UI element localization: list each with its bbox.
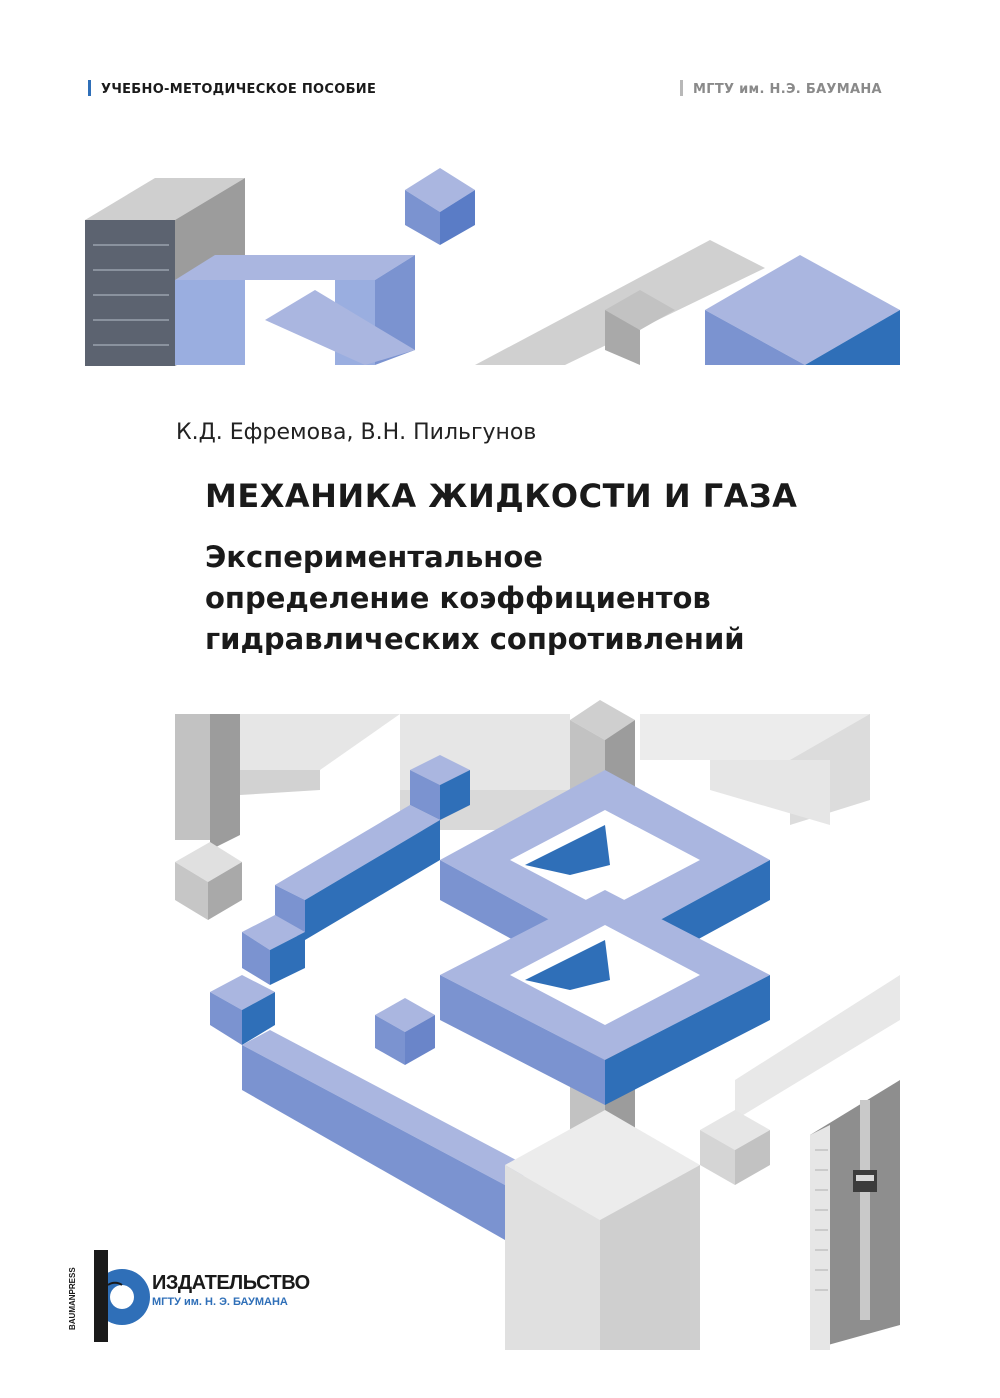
subtitle-line: Экспериментальное [205, 540, 543, 574]
publisher-university: МГТУ им. Н. Э. БАУМАНА [152, 1296, 288, 1308]
bottom-isometric-illustration [170, 700, 910, 1350]
series-label [88, 80, 376, 97]
publisher-name: ИЗДАТЕЛЬСТВО [152, 1272, 310, 1294]
publisher-logo [78, 1245, 158, 1345]
gray-base [505, 1110, 700, 1350]
series-marker [88, 80, 91, 96]
gray-cube [175, 842, 242, 920]
blue-stairs [210, 755, 470, 1045]
subtitle-line: определение коэффициентов [205, 581, 711, 615]
university-label [680, 80, 882, 97]
book-subtitle [205, 537, 745, 660]
top-isometric-illustration [85, 150, 905, 370]
university-marker [680, 80, 683, 96]
small-blue-cube [375, 998, 435, 1065]
series-text: УЧЕБНО-МЕТОДИЧЕСКОЕ ПОСОБИЕ [101, 82, 377, 97]
publisher-brand-vertical: BAUMANPRESS [68, 1267, 77, 1330]
university-text: МГТУ им. Н.Э. БАУМАНА [693, 82, 882, 97]
authors: К.Д. Ефремова, В.Н. Пильгунов [176, 420, 537, 445]
subtitle-line: гидравлических сопротивлений [205, 622, 745, 656]
book-title: МЕХАНИКА ЖИДКОСТИ И ГАЗА [205, 477, 798, 515]
blue-beam [242, 1030, 535, 1240]
equipment-photo [810, 1080, 900, 1350]
